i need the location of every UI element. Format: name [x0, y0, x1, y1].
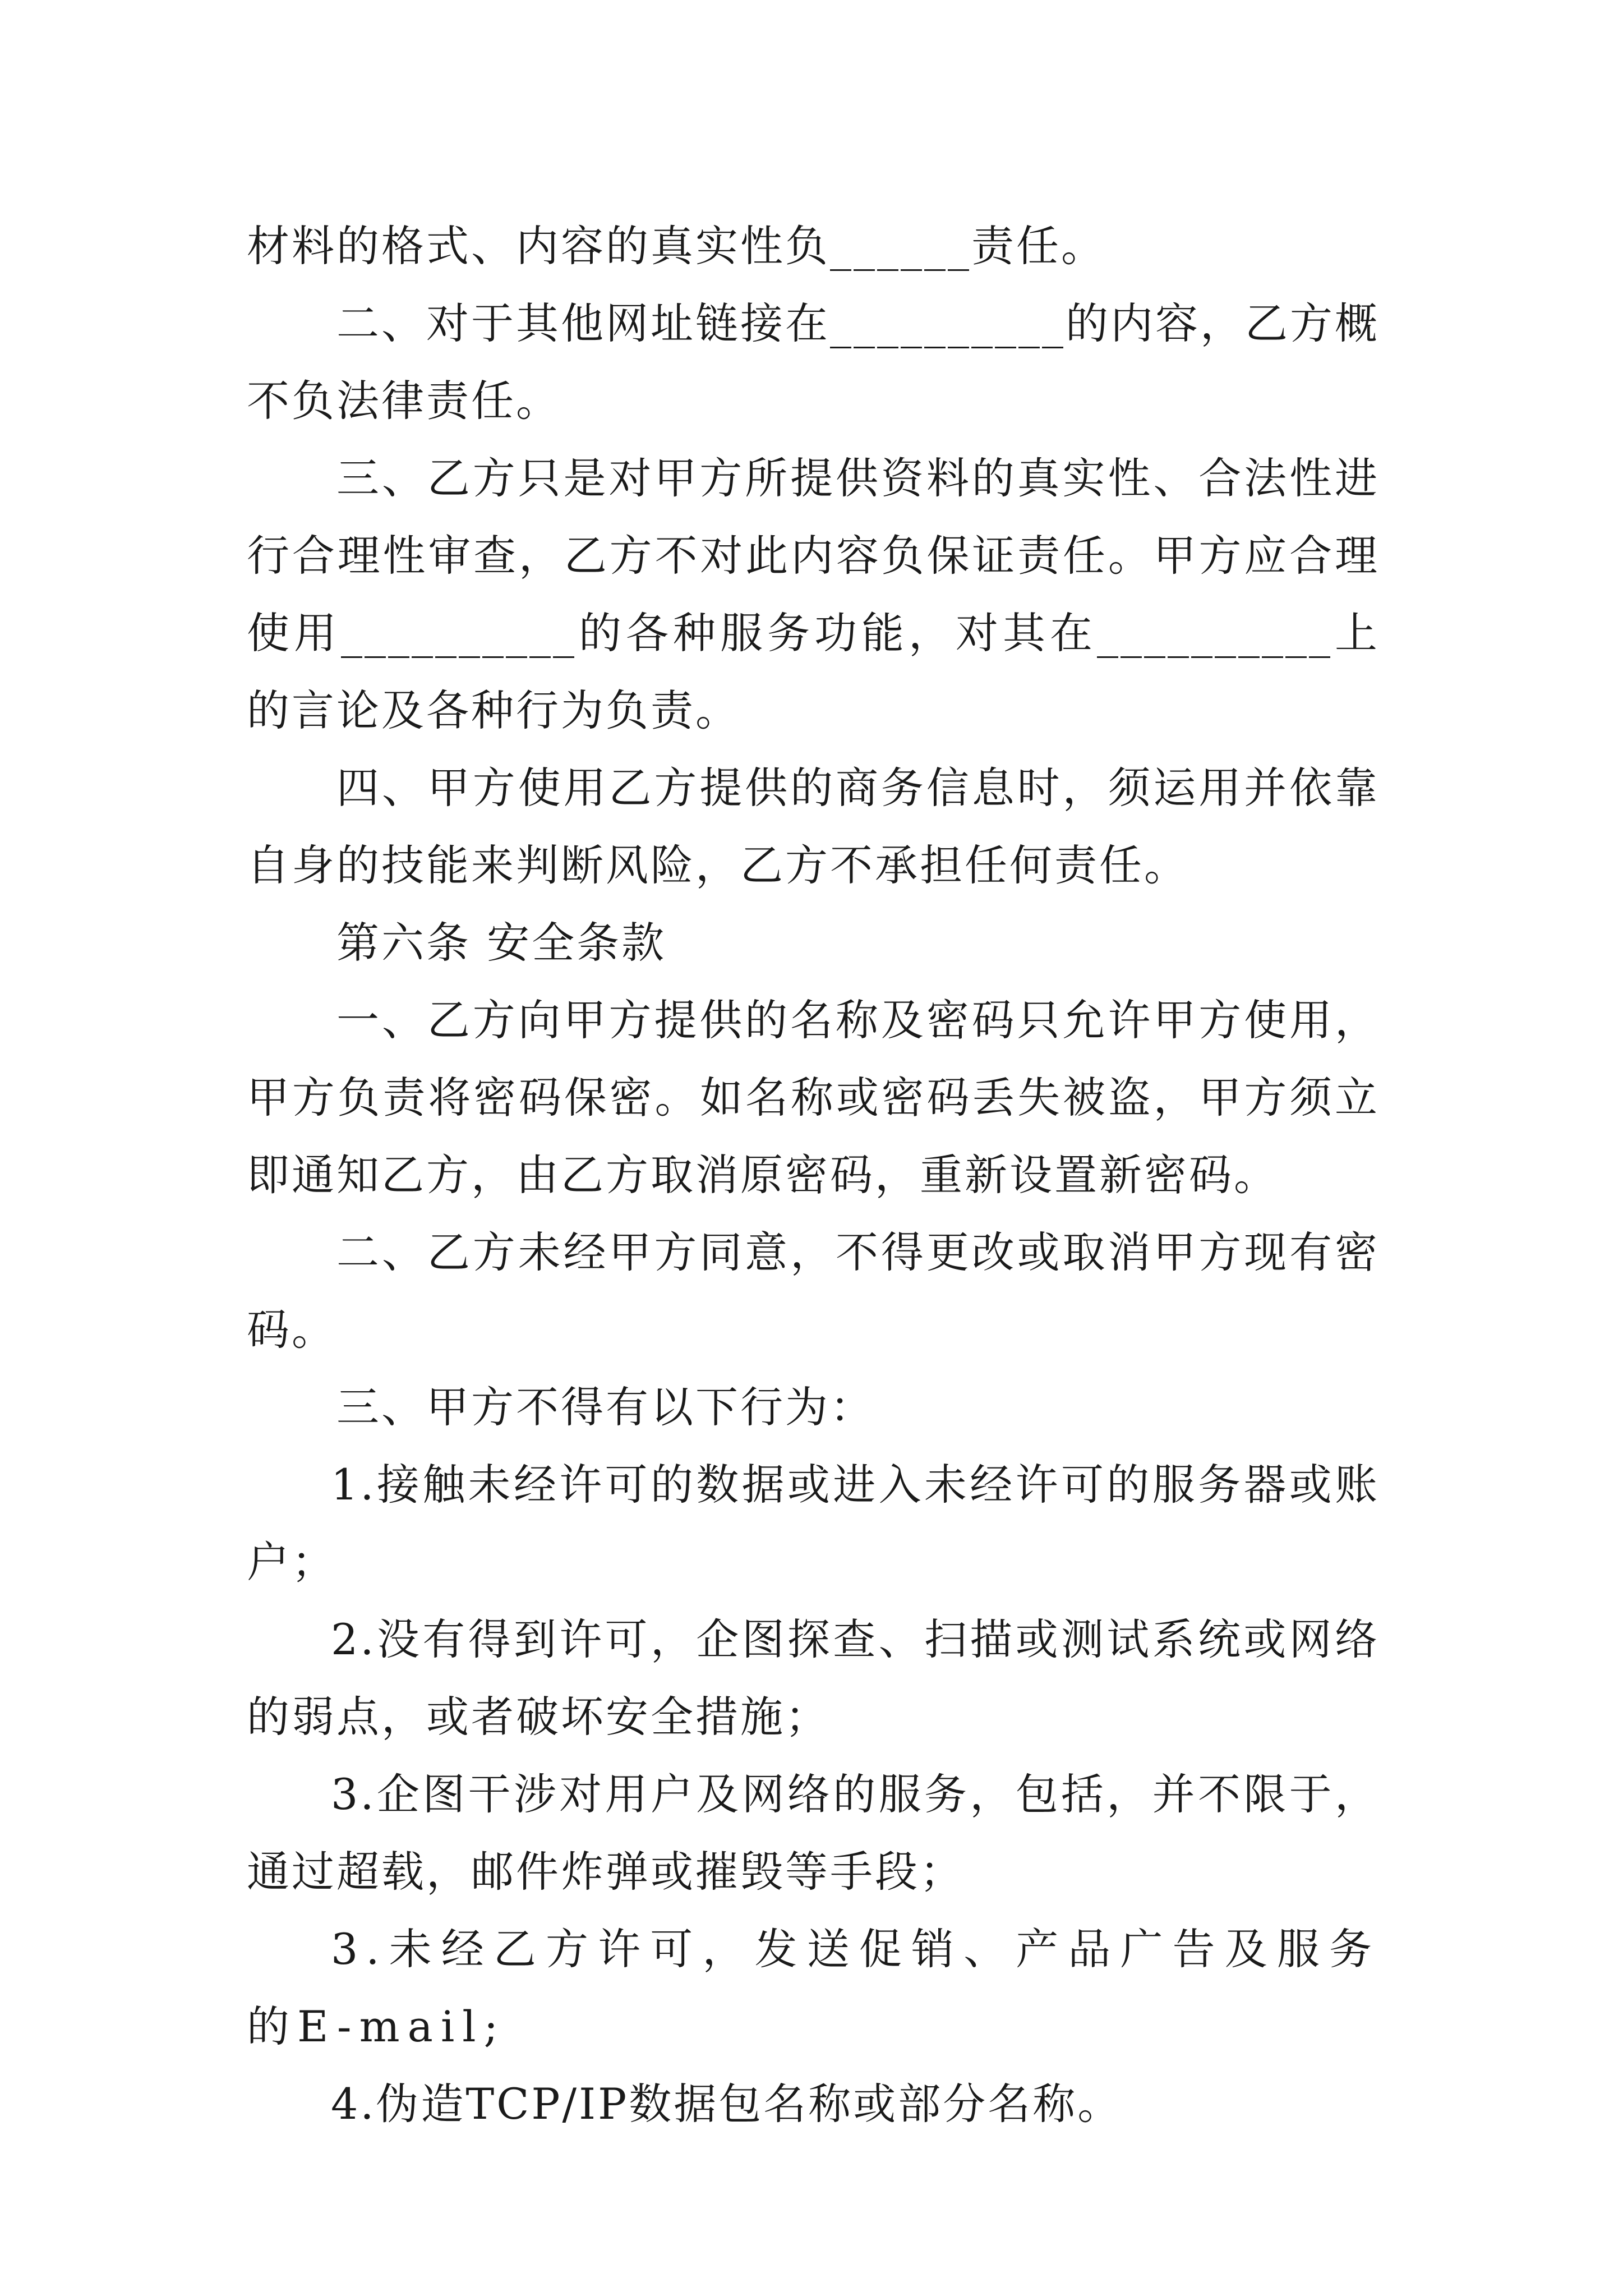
list-item-3b: 3.未经乙方许可，发送促销、产品广告及服务的E-mail;	[247, 1924, 1380, 2051]
paragraph-clause-3: 三、乙方只是对甲方所提供资料的真实性、合法性进行合理性审查，乙方不对此内容负保证责任。甲方应合理使用__________的各种服务功能，对其在__________上的言论及各种行为负责。	[247, 453, 1380, 735]
list-item-4: 4.伪造TCP/IP数据包名称或部分名称。	[331, 2079, 1123, 2129]
paragraph-clause-2: 二、对于其他网址链接在__________的内容，乙方概不负法律责任。	[247, 298, 1380, 426]
paragraph-security-3: 三、甲方不得有以下行为：	[336, 1382, 875, 1432]
paragraph-continued: 材料的格式、内容的真实性负______责任。	[247, 221, 1106, 271]
list-item-2: 2.没有得到许可，企图探查、扫描或测试系统或网络的弱点，或者破坏安全措施；	[247, 1614, 1380, 1742]
document-body	[247, 208, 1380, 2143]
paragraph-security-1: 一、乙方向甲方提供的名称及密码只允许甲方使用，甲方负责将密码保密。如名称或密码丢失被盗，甲方须立即通知乙方，由乙方取消原密码，重新设置新密码。	[247, 995, 1380, 1200]
section-heading-article-6: 第六条 安全条款	[336, 918, 667, 968]
list-item-1: 1.接触未经许可的数据或进入未经许可的服务器或账户；	[247, 1460, 1380, 1587]
paragraph-clause-4: 四、甲方使用乙方提供的商务信息时，须运用并依靠自身的技能来判断风险，乙方不承担任何责任。	[247, 763, 1380, 890]
paragraph-security-2: 二、乙方未经甲方同意，不得更改或取消甲方现有密码。	[247, 1227, 1380, 1355]
list-item-3a: 3.企图干涉对用户及网络的服务，包括，并不限于，通过超载，邮件炸弹或摧毁等手段；	[247, 1769, 1380, 1897]
